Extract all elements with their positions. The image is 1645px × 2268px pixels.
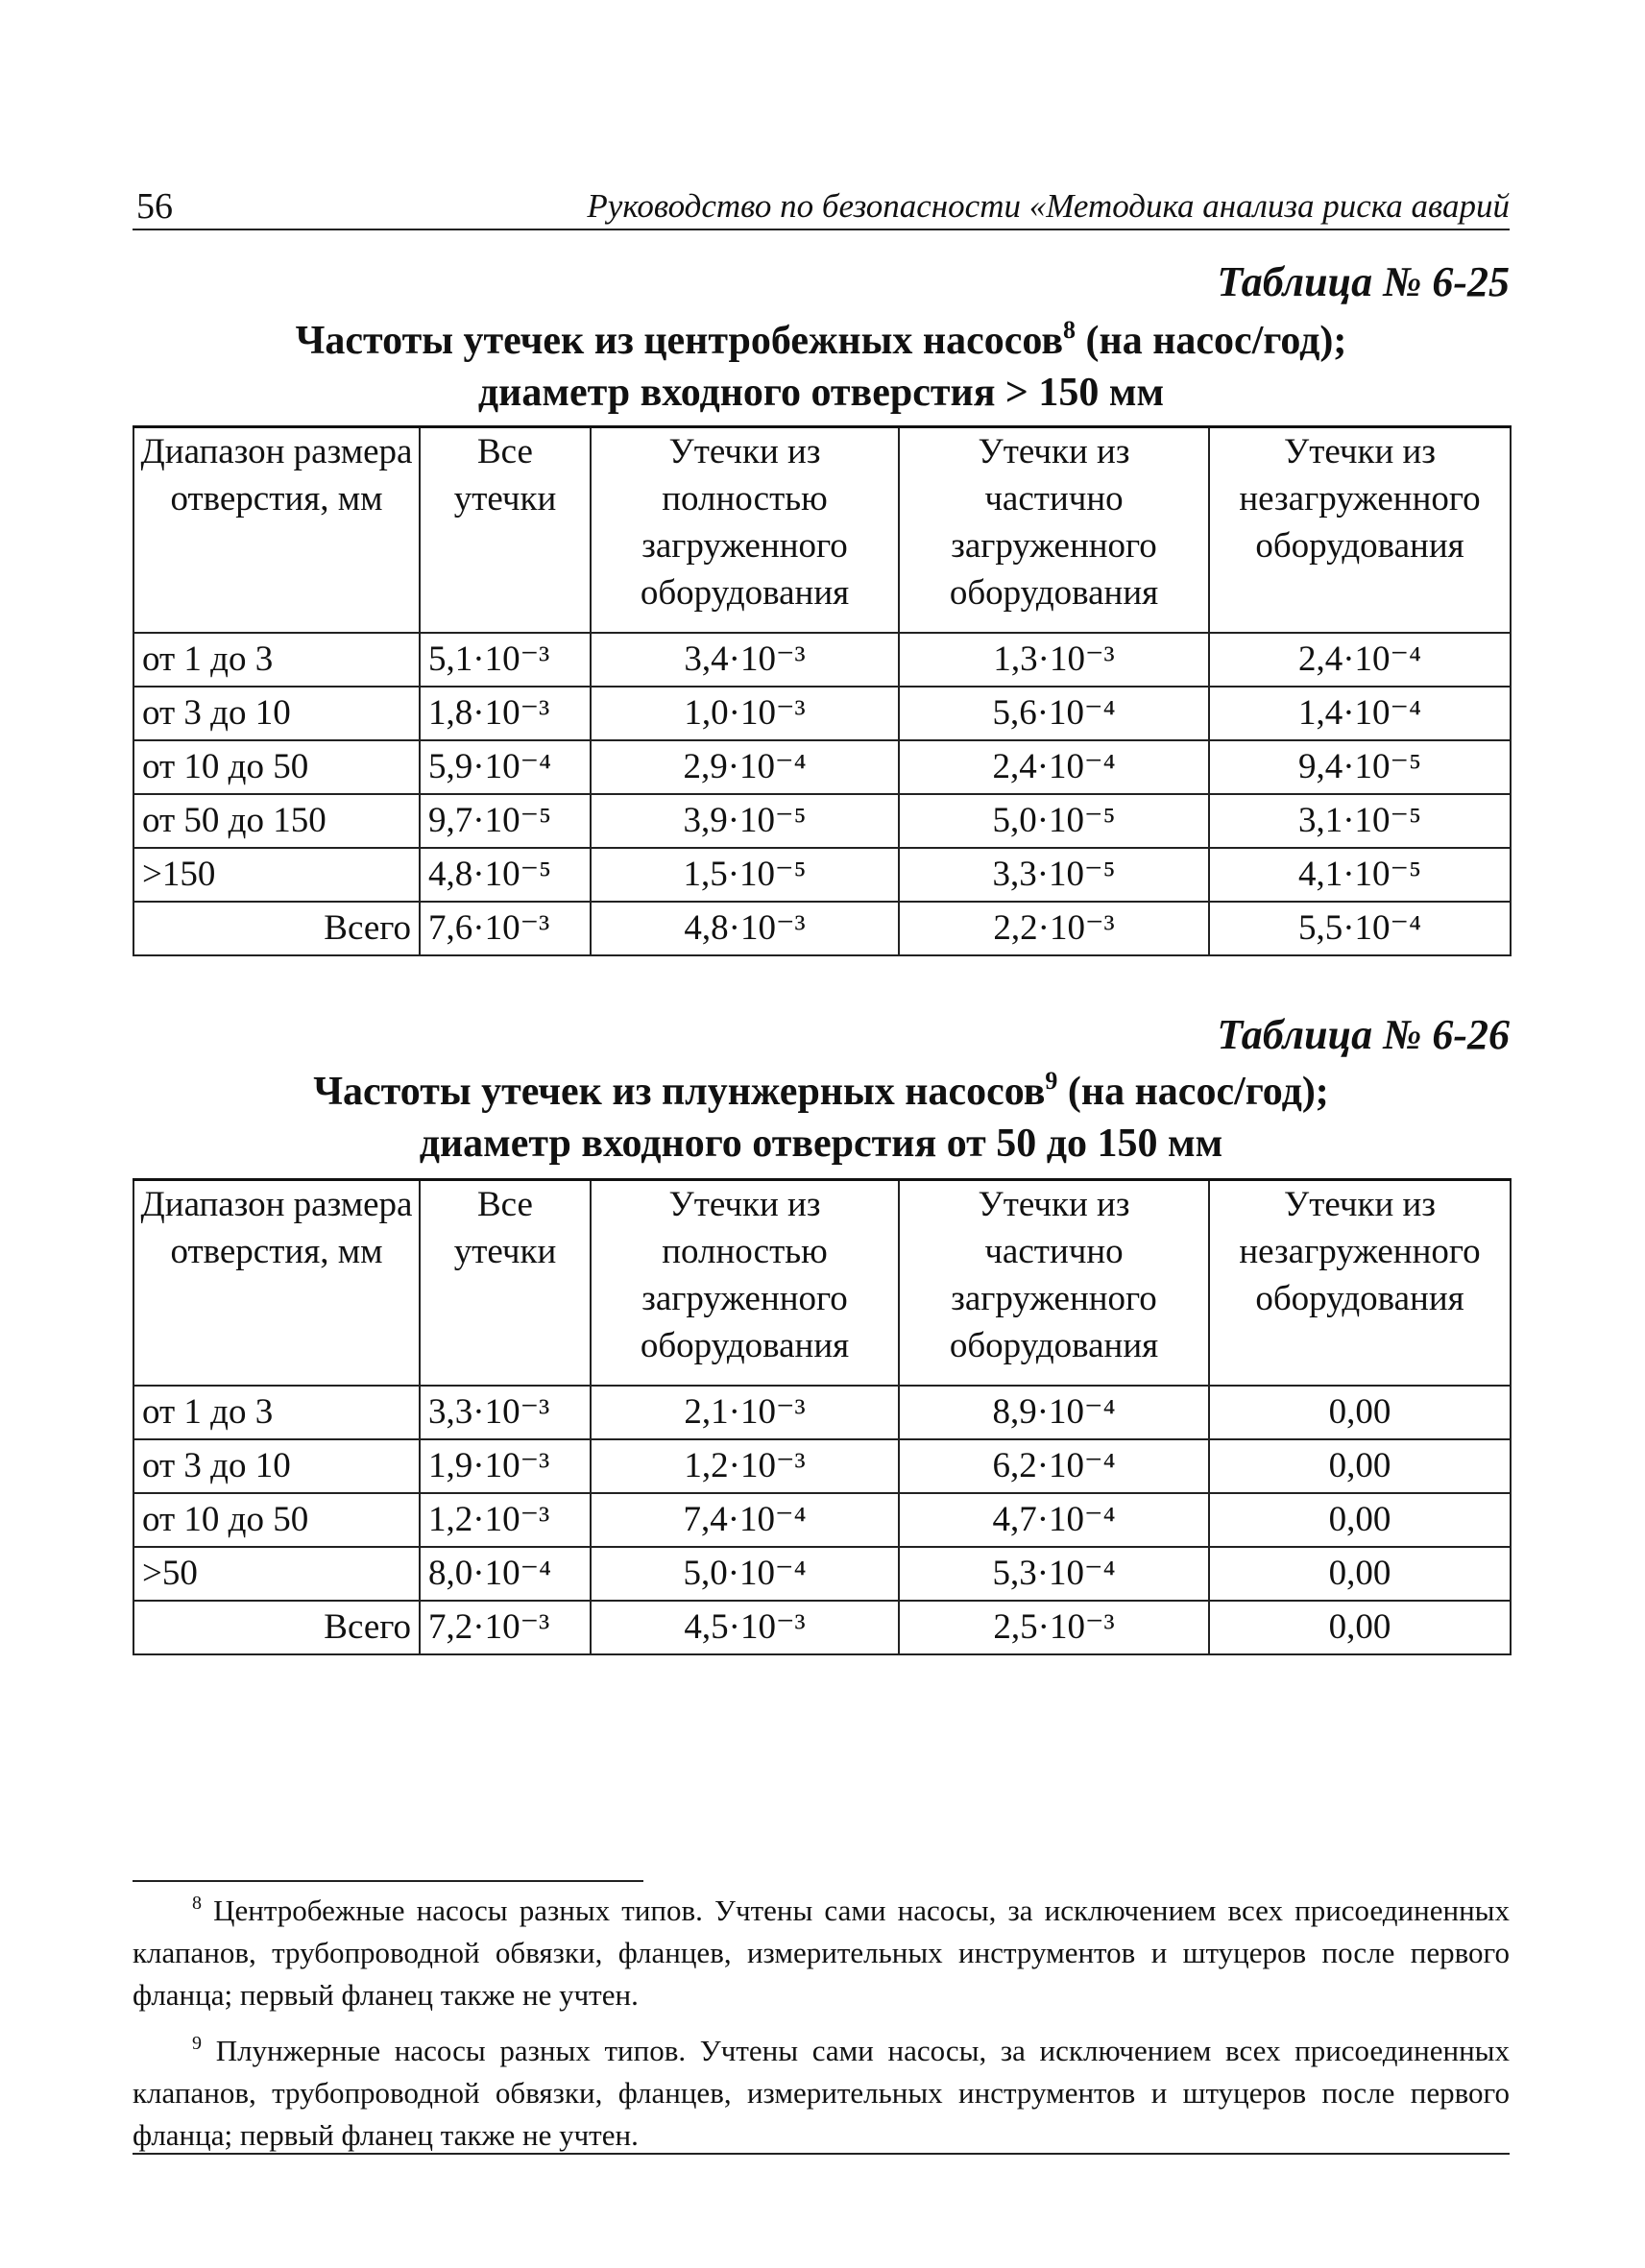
cell-all: 5,9·10⁻⁴ (420, 740, 591, 794)
cell-partial: 5,3·10⁻⁴ (899, 1547, 1209, 1601)
cell-empty: 0,00 (1209, 1386, 1511, 1439)
column-header-full: Утечки из полностью загруженного оборудования (591, 427, 899, 633)
column-header-range: Диапазон размера отверстия, мм (133, 1180, 420, 1386)
cell-range: >50 (133, 1547, 420, 1601)
table-row (133, 1547, 1511, 1601)
table-label: Таблица № 6-26 (1217, 1011, 1510, 1058)
cell-full: 1,2·10⁻³ (591, 1439, 899, 1493)
table-row (133, 1386, 1511, 1439)
table-row (133, 1439, 1511, 1493)
footnote-text: Плунжерные насосы разных типов. Учтены сами насосы, за исключением всех присоединенных клапанов, трубопроводной обвязки, фланцев, измерительных инструментов и штуцеров после первого фланца; первый фланец также не учтен. (133, 2034, 1511, 2152)
cell-range: >150 (133, 848, 420, 902)
bottom-rule (133, 2153, 1510, 2155)
cell-full: 4,5·10⁻³ (591, 1601, 899, 1654)
footnote (133, 1890, 1510, 2016)
column-header-full: Утечки из полностью загруженного оборудования (591, 1180, 899, 1386)
cell-all: 8,0·10⁻⁴ (420, 1547, 591, 1601)
cell-partial: 3,3·10⁻⁵ (899, 848, 1209, 902)
table-row-total (133, 902, 1511, 955)
cell-all: 1,9·10⁻³ (420, 1439, 591, 1493)
cell-full: 5,0·10⁻⁴ (591, 1547, 899, 1601)
cell-full: 4,8·10⁻³ (591, 902, 899, 955)
cell-all: 9,7·10⁻⁵ (420, 794, 591, 848)
leak-table-centrifugal (133, 425, 1512, 956)
cell-all: 1,2·10⁻³ (420, 1493, 591, 1547)
cell-empty: 0,00 (1209, 1547, 1511, 1601)
cell-range: от 50 до 150 (133, 794, 420, 848)
cell-range: от 10 до 50 (133, 1493, 420, 1547)
cell-partial: 2,5·10⁻³ (899, 1601, 1209, 1654)
cell-full: 7,4·10⁻⁴ (591, 1493, 899, 1547)
footnotes (133, 1890, 1510, 2170)
footnote-ref: 9 (1045, 1067, 1058, 1095)
table-title-line2: диаметр входного отверстия > 150 мм (477, 371, 1165, 415)
cell-empty: 9,4·10⁻⁵ (1209, 740, 1511, 794)
cell-empty: 1,4·10⁻⁴ (1209, 687, 1511, 740)
cell-full: 1,0·10⁻³ (591, 687, 899, 740)
table-title (133, 1066, 1510, 1170)
cell-partial: 5,6·10⁻⁴ (899, 687, 1209, 740)
column-header-all: Все утечки (420, 427, 591, 633)
table-title (133, 315, 1510, 419)
table-row (133, 794, 1511, 848)
cell-empty: 5,5·10⁻⁴ (1209, 902, 1511, 955)
footnote-ref: 8 (1063, 316, 1077, 344)
table-title-line2: диаметр входного отверстия от 50 до 150 мм (419, 1122, 1223, 1166)
cell-empty: 0,00 (1209, 1493, 1511, 1547)
column-header-empty: Утечки из незагруженного оборудования (1209, 1180, 1511, 1386)
cell-total-label: Всего (133, 1601, 420, 1654)
cell-partial: 2,4·10⁻⁴ (899, 740, 1209, 794)
cell-all: 1,8·10⁻³ (420, 687, 591, 740)
cell-all: 5,1·10⁻³ (420, 633, 591, 687)
cell-partial: 2,2·10⁻³ (899, 902, 1209, 955)
table-title-line1-end: (на насос/год); (1057, 1070, 1329, 1114)
cell-partial: 5,0·10⁻⁵ (899, 794, 1209, 848)
footnote-text: Центробежные насосы разных типов. Учтены сами насосы, за исключением всех присоединенных клапанов, трубопроводной обвязки, фланцев, измерительных инструментов и штуцеров после первого фланца; первый фланец также не учтен. (133, 1894, 1511, 2012)
cell-empty: 2,4·10⁻⁴ (1209, 633, 1511, 687)
cell-all: 4,8·10⁻⁵ (420, 848, 591, 902)
column-header-all: Все утечки (420, 1180, 591, 1386)
cell-partial: 8,9·10⁻⁴ (899, 1386, 1209, 1439)
running-title: Руководство по безопасности «Методика анализа риска аварий (587, 187, 1510, 225)
page-number: 56 (136, 186, 173, 227)
cell-range: от 1 до 3 (133, 633, 420, 687)
cell-total-label: Всего (133, 902, 420, 955)
column-header-partial: Утечки из частично загруженного оборудования (899, 1180, 1209, 1386)
cell-range: от 3 до 10 (133, 687, 420, 740)
table-label: Таблица № 6-25 (1217, 258, 1510, 305)
cell-full: 2,1·10⁻³ (591, 1386, 899, 1439)
table-title-line1: Частоты утечек из центробежных насосов (295, 319, 1064, 363)
table-title-line1: Частоты утечек из плунжерных насосов (313, 1070, 1046, 1114)
page-header (133, 184, 1510, 230)
table-row (133, 687, 1511, 740)
cell-full: 1,5·10⁻⁵ (591, 848, 899, 902)
cell-all: 7,6·10⁻³ (420, 902, 591, 955)
table-title-line1-end: (на насос/год); (1076, 319, 1347, 363)
footnote (133, 2030, 1510, 2157)
cell-all: 7,2·10⁻³ (420, 1601, 591, 1654)
table-row (133, 633, 1511, 687)
cell-full: 2,9·10⁻⁴ (591, 740, 899, 794)
cell-partial: 6,2·10⁻⁴ (899, 1439, 1209, 1493)
cell-range: от 3 до 10 (133, 1439, 420, 1493)
cell-empty: 3,1·10⁻⁵ (1209, 794, 1511, 848)
cell-full: 3,4·10⁻³ (591, 633, 899, 687)
column-header-empty: Утечки из незагруженного оборудования (1209, 427, 1511, 633)
cell-partial: 1,3·10⁻³ (899, 633, 1209, 687)
cell-partial: 4,7·10⁻⁴ (899, 1493, 1209, 1547)
column-header-partial: Утечки из частично загруженного оборудования (899, 427, 1209, 633)
cell-empty: 0,00 (1209, 1601, 1511, 1654)
table-row (133, 740, 1511, 794)
cell-empty: 4,1·10⁻⁵ (1209, 848, 1511, 902)
leak-table-plunger (133, 1178, 1512, 1655)
cell-range: от 10 до 50 (133, 740, 420, 794)
footnote-separator (133, 1880, 643, 1882)
cell-range: от 1 до 3 (133, 1386, 420, 1439)
cell-empty: 0,00 (1209, 1439, 1511, 1493)
table-row (133, 1493, 1511, 1547)
table-row-total (133, 1601, 1511, 1654)
table-row (133, 848, 1511, 902)
column-header-range: Диапазон размера отверстия, мм (133, 427, 420, 633)
cell-all: 3,3·10⁻³ (420, 1386, 591, 1439)
cell-full: 3,9·10⁻⁵ (591, 794, 899, 848)
footnote-mark: 8 (192, 1893, 202, 1914)
footnote-mark: 9 (192, 2033, 202, 2054)
